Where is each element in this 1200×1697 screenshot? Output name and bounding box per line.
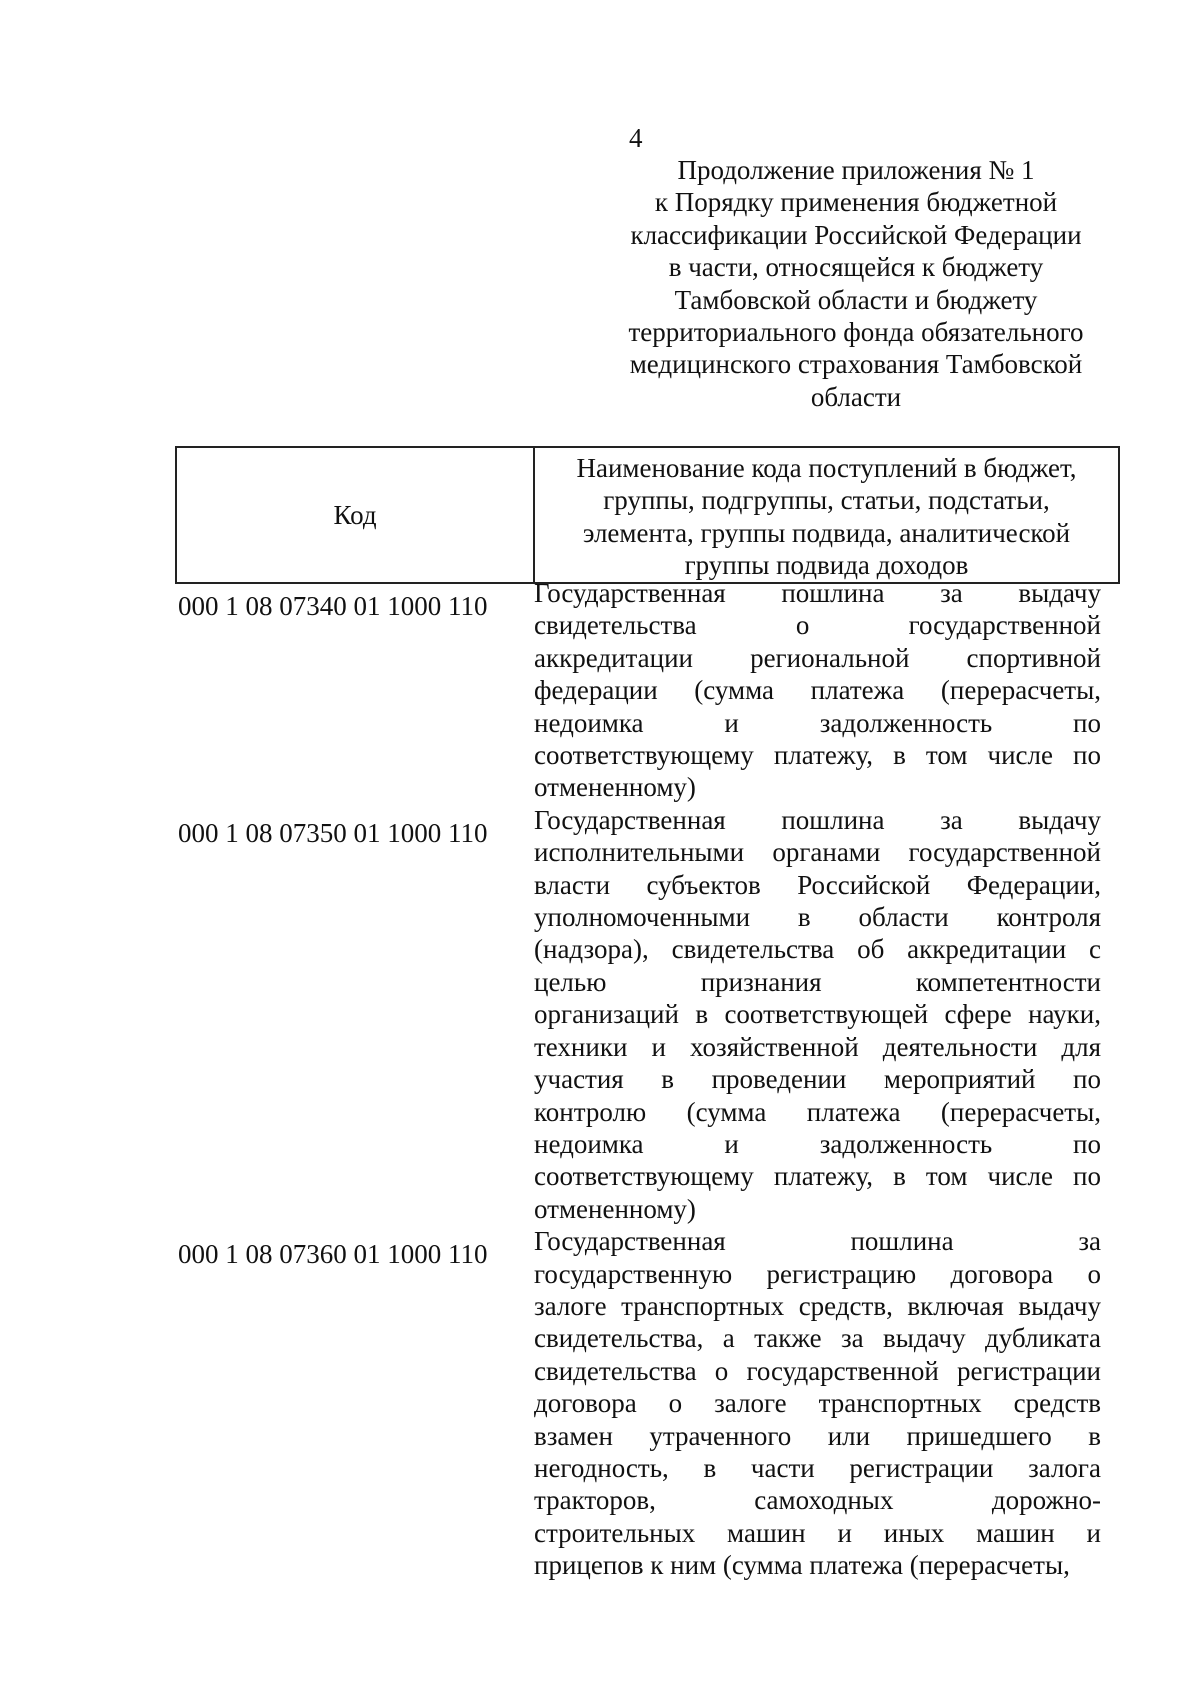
header-name-line: группы подвида доходов bbox=[684, 550, 969, 581]
description-line: свидетельства о государственной bbox=[534, 610, 1101, 641]
table-header bbox=[175, 446, 1120, 584]
income-description bbox=[534, 804, 1101, 1225]
description-line: соответствующему платежу, в том числе по bbox=[534, 740, 1101, 771]
description-line: целью признания компетентности bbox=[534, 966, 1101, 997]
description-line: уполномоченными в области контроля bbox=[534, 902, 1101, 933]
description-line: исполнительными органами государственной bbox=[534, 837, 1101, 868]
description-line: взамен утраченного или пришедшего в bbox=[534, 1420, 1101, 1451]
description-line: отмененному) bbox=[534, 772, 696, 803]
income-description bbox=[534, 1225, 1101, 1581]
appendix-line: Продолжение приложения № 1 bbox=[677, 155, 1035, 185]
header-name bbox=[534, 447, 1119, 583]
description-line: федерации (сумма платежа (перерасчеты, bbox=[534, 675, 1101, 706]
description-line: Государственная пошлина за выдачу bbox=[534, 578, 1101, 608]
description-line: контролю (сумма платежа (перерасчеты, bbox=[534, 1096, 1101, 1127]
appendix-line: территориального фонда обязательного bbox=[628, 317, 1084, 348]
appendix-line: классификации Российской Федерации bbox=[630, 219, 1082, 250]
appendix-heading bbox=[606, 154, 1106, 413]
table-row bbox=[178, 804, 1120, 1225]
appendix-line: медицинского страхования Тамбовской bbox=[629, 349, 1083, 380]
description-line: строительных машин и иных машин и bbox=[534, 1517, 1101, 1548]
description-line: участия в проведении мероприятий по bbox=[534, 1064, 1101, 1095]
description-line: Государственная пошлина за bbox=[534, 1226, 1101, 1257]
description-line: отмененному) bbox=[534, 1193, 696, 1224]
appendix-line: Тамбовской области и бюджету bbox=[674, 284, 1038, 315]
description-line: тракторов, самоходных дорожно- bbox=[534, 1485, 1101, 1516]
description-line: аккредитации региональной спортивной bbox=[534, 642, 1101, 673]
income-code: 000 1 08 07340 01 1000 110 bbox=[178, 591, 488, 621]
description-line: техники и хозяйственной деятельности для bbox=[534, 1031, 1101, 1062]
header-name-line: элемента, группы подвида, аналитической bbox=[582, 517, 1071, 548]
income-description bbox=[534, 577, 1101, 804]
description-line: организаций в соответствующей сфере науки, bbox=[534, 999, 1101, 1030]
description-line: прицепов к ним (сумма платежа (перерасчеты, bbox=[534, 1550, 1070, 1581]
header-name-line: Наименование кода поступлений в бюджет, bbox=[576, 453, 1077, 483]
header-name-line: группы, подгруппы, статьи, подстатьи, bbox=[603, 485, 1050, 516]
description-line: Государственная пошлина за выдачу bbox=[534, 804, 1101, 835]
description-line: недоимка и задолженность по bbox=[534, 707, 1101, 738]
description-line: государственную регистрацию договора о bbox=[534, 1258, 1101, 1289]
description-line: залоге транспортных средств, включая выдачу bbox=[534, 1290, 1101, 1321]
description-line: власти субъектов Российской Федерации, bbox=[534, 869, 1101, 900]
table-body bbox=[178, 577, 1120, 1582]
page-number: 4 bbox=[629, 123, 643, 153]
description-line: (надзора), свидетельства об аккредитации с bbox=[534, 934, 1101, 965]
table-row bbox=[178, 1225, 1120, 1581]
appendix-line: области bbox=[810, 381, 902, 412]
appendix-line: в части, относящейся к бюджету bbox=[668, 252, 1044, 283]
header-code: Код bbox=[176, 447, 534, 583]
description-line: договора о залоге транспортных средств bbox=[534, 1388, 1101, 1419]
description-line: недоимка и задолженность по bbox=[534, 1128, 1101, 1159]
description-line: негодность, в части регистрации залога bbox=[534, 1452, 1101, 1483]
description-line: свидетельства, а также за выдачу дубликата bbox=[534, 1323, 1101, 1354]
income-code: 000 1 08 07360 01 1000 110 bbox=[178, 1239, 488, 1270]
income-code: 000 1 08 07350 01 1000 110 bbox=[178, 817, 488, 848]
table-row bbox=[178, 577, 1120, 804]
appendix-line: к Порядку применения бюджетной bbox=[654, 187, 1058, 218]
description-line: свидетельства о государственной регистрации bbox=[534, 1355, 1101, 1386]
description-line: соответствующему платежу, в том числе по bbox=[534, 1161, 1101, 1192]
